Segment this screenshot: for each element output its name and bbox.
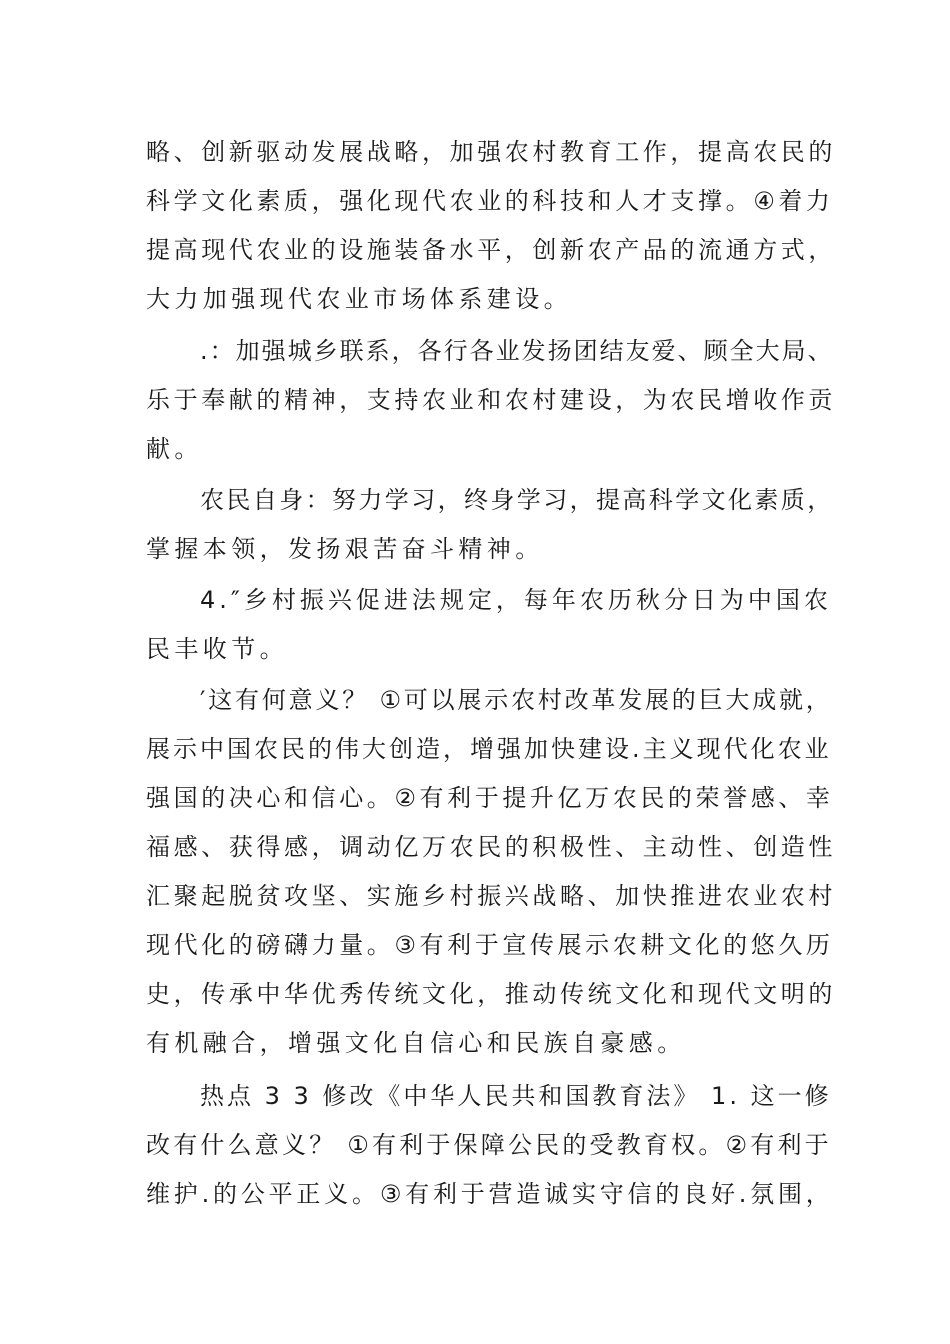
text-line: 献。 [146, 435, 203, 463]
text-line: 现代化的磅礴力量。③有利于宣传展示农耕文化的悠久历 [146, 931, 834, 959]
text-line: 热点 3 3 修改《中华人民共和国教育法》 1. 这一修 [200, 1082, 832, 1110]
text-line: 强国的决心和信心。②有利于提升亿万农民的荣誉感、幸 [146, 784, 834, 812]
text-line: 农民自身：努力学习，终身学习，提高科学文化素质， [200, 486, 834, 514]
text-line: ′这有何意义？ ①可以展示农村改革发展的巨大成就， [200, 686, 833, 714]
text-line: 史，传承中华优秀传统文化，推动传统文化和现代文明的 [146, 980, 836, 1008]
text-line: 汇聚起脱贫攻坚、实施乡村振兴战略、加快推进农业农村 [146, 882, 836, 910]
text-line: 大力加强现代农业市场体系建设。 [146, 285, 572, 313]
text-line: 提高现代农业的设施装备水平，创新农产品的流通方式， [146, 236, 836, 264]
text-line: 略、创新驱动发展战略，加强农村教育工作，提高农民的 [146, 138, 836, 166]
text-line: 改有什么意义？ ①有利于保障公民的受教育权。②有利于 [146, 1131, 832, 1159]
text-line: 福感、获得感，调动亿万农民的积极性、主动性、创造性 [146, 833, 836, 861]
text-line: 维护.的公平正义。③有利于营造诚实守信的良好.氛围， [146, 1180, 834, 1208]
text-line: 科学文化素质，强化现代农业的科技和人才支撑。④着力 [146, 187, 834, 215]
text-line: 乐于奉献的精神，支持农业和农村建设，为农民增收作贡 [146, 386, 836, 414]
text-line: 4.″乡村振兴促进法规定，每年农历秋分日为中国农 [200, 586, 832, 614]
text-line: .：加强城乡联系，各行各业发扬团结友爱、顾全大局、 [200, 337, 834, 365]
text-line: 展示中国农民的伟大创造，增强加快建设.主义现代化农业 [146, 735, 832, 763]
text-line: 民丰收节。 [146, 635, 288, 663]
text-line: 掌握本领，发扬艰苦奋斗精神。 [146, 535, 544, 563]
text-line: 有机融合，增强文化自信心和民族自豪感。 [146, 1029, 686, 1057]
